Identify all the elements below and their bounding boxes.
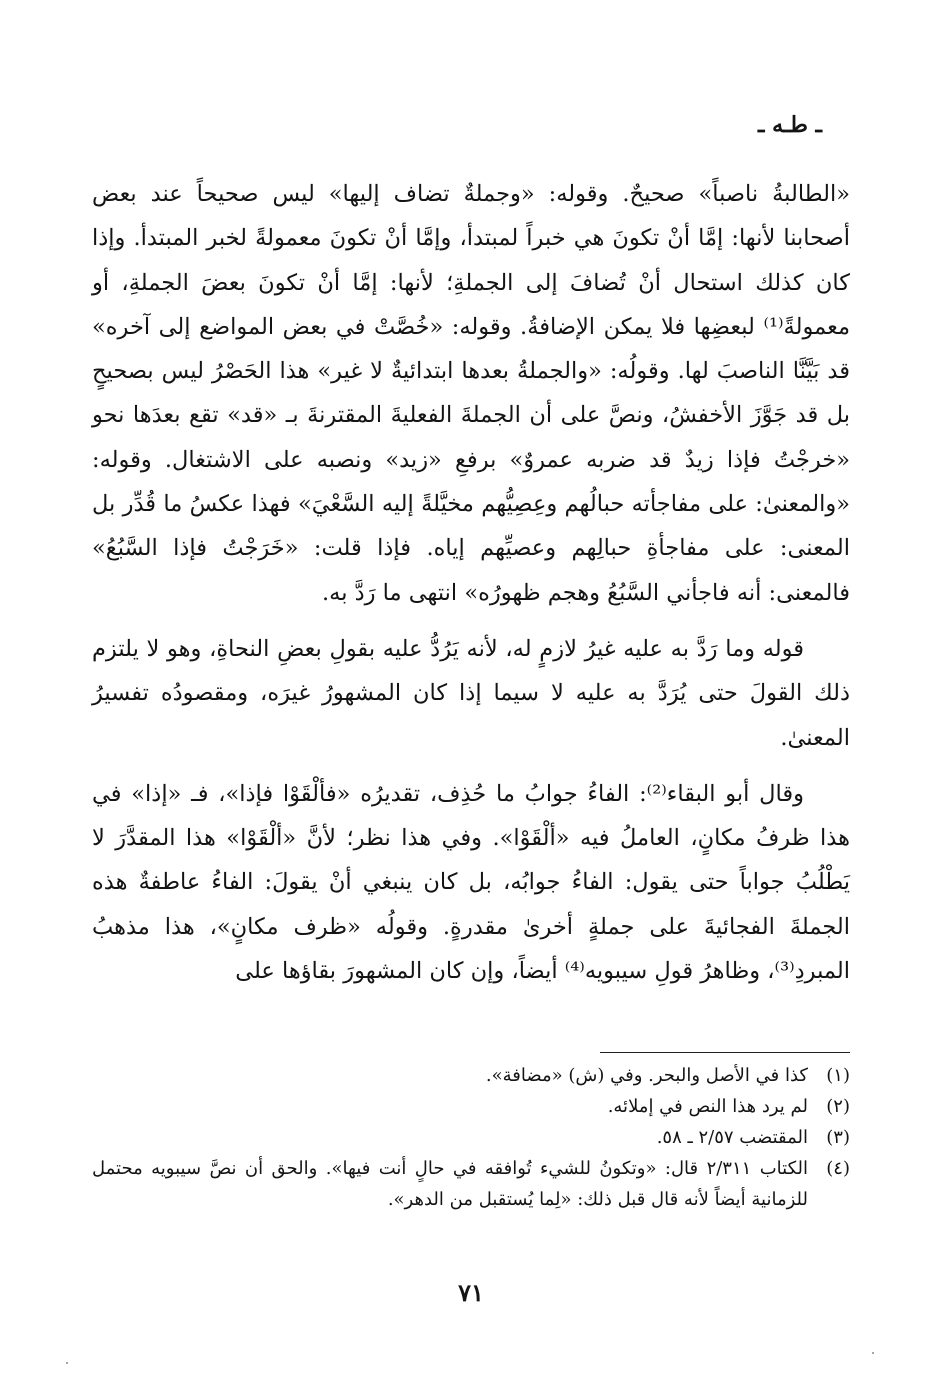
footnote-text: المقتضب ٢/٥٧ ـ ٥٨.: [656, 1127, 808, 1148]
paragraph-1: «الطالبةُ ناصباً» صحيحٌ. وقوله: «وجملةٌ تضاف إليها» ليس صحيحاً عند بعض أصحابنا لأنها: إمَّا أنْ تكونَ هي خبراً لمبتدأ، وإمَّا أنْ تكونَ معمولةً لخبر المبتدأ. وإذا كان كذلك استحال أنْ تُضافَ إلى الجملةِ؛ لأنها: إمَّا أنْ تكونَ بعضَ الجملةِ، أو معمولةً⁽¹⁾ لبعضِها فلا يمكن الإضافةُ. وقوله: «خُصَّتْ في بعض المواضع إلى آخره» قد بَيَّنَّا الناصبَ لها. وقولُه: «والجملةُ بعدها ابتدائيةٌ لا غير» هذا الحَصْرُ ليس بصحيحٍ بل قد جَوَّزَ الأخفشُ، ونصَّ على أن الجملةَ الفعليةَ المقترنةَ بـ «قد» تقع بعدَها نحو «خرجْتُ فإذا زيدٌ قد ضربه عمروٌ» برفعِ «زيد» ونصبه على الاشتغال. وقوله: «والمعنىٰ: على مفاجأته حبالُهم وعِصِيُّهم مخيَّلةً إليه السَّعْيَ» فهذا عكسُ ما قُدِّر بل المعنى: على مفاجأةِ حبالِهم وعصيِّهم إياه. فإذا قلت: «خَرَجْتُ فإذا السَّبُعُ» فالمعنى: أنه فاجأني السَّبُعُ وهجم ظهورُه» انتهى ما رَدَّ به.: [92, 181, 850, 606]
running-head: ـ طـه ـ: [758, 112, 822, 138]
body-text: [92, 172, 850, 993]
scan-speck: [872, 1352, 874, 1354]
footnote-separator: [600, 1052, 850, 1053]
footnotes: [92, 1060, 850, 1215]
scan-speck: [66, 1362, 68, 1364]
paragraph-2: قوله وما رَدَّ به عليه غيرُ لازمٍ له، لأنه يَرُدُّ عليه بقولِ بعضِ النحاةِ، وهو لا يلتزم ذلك القولَ حتى يُرَدَّ به عليه لا سيما إذا كان المشهورُ غيرَه، ومقصودُه تفسيرُ المعنىٰ.: [92, 635, 850, 751]
footnote-text: الكتاب ٢/٣١١ قال: «وتكونُ للشيء تُوافقه في حالٍ أنت فيها». والحق أن نصَّ سيبويه محتمل للزمانية أيضاً لأنه قال قبل ذلك: «لِما يُستقبل من الدهر».: [92, 1158, 809, 1210]
footnote-2: [92, 1091, 850, 1122]
footnote-number: (١): [826, 1065, 850, 1086]
footnote-number: (٣): [826, 1127, 850, 1148]
page-number: ٧١: [458, 1278, 484, 1307]
footnote-number: (٤): [826, 1158, 850, 1179]
footnote-3: [92, 1122, 850, 1153]
footnote-1: [92, 1060, 850, 1091]
paragraph-3: وقال أبو البقاء⁽²⁾: الفاءُ جوابُ ما حُذِف، تقديرُه «فألْقَوْا فإذا»، فـ «إذا» في هذا ظرفُ مكانٍ، العاملُ فيه «ألْقَوْا». وفي هذا نظر؛ لأنَّ «ألْقَوْا» هذا المقدَّرَ لا يَطْلُبُ جواباً حتى يقول: الفاءُ جوابُه، بل كان ينبغي أنْ يقولَ: الفاءُ عاطفةٌ هذه الجملةَ الفجائيةَ على جملةٍ أخرىٰ مقدرةٍ. وقولُه «ظرف مكانٍ»، هذا مذهبُ المبردِ⁽³⁾، وظاهرُ قولِ سيبويه⁽⁴⁾ أيضاً، وإن كان المشهورَ بقاؤها على: [92, 780, 850, 985]
footnote-number: (٢): [826, 1096, 850, 1117]
footnote-4: [92, 1153, 850, 1215]
footnote-text: كذا في الأصل والبحر. وفي (ش) «مضافة».: [485, 1065, 808, 1086]
footnote-text: لم يرد هذا النص في إملائه.: [607, 1096, 808, 1117]
